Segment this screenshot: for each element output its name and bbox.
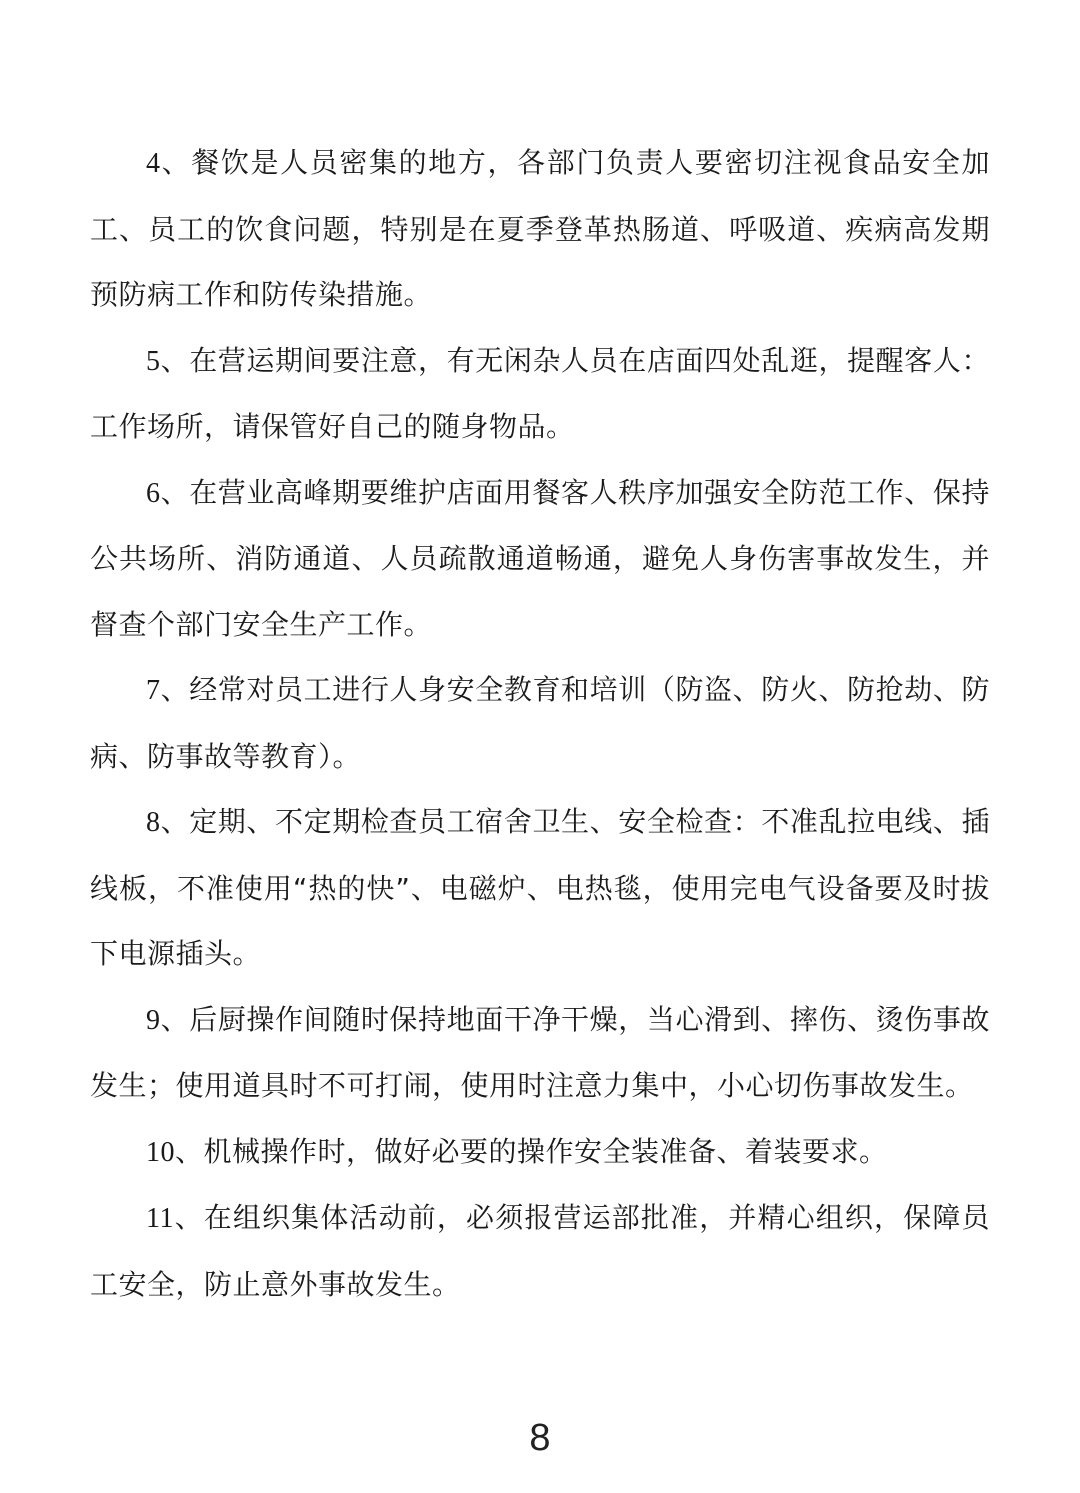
paragraph-item-11 — [90, 1185, 990, 1317]
paragraph-text: 、在组织集体活动前，必须报营运部批准，并精心组织，保障员工安全，防止意外事故发生。 — [90, 1201, 990, 1301]
paragraph-item-10 — [90, 1119, 990, 1186]
paragraph-number: 4 — [146, 148, 161, 179]
paragraph-text: 、在营运期间要注意，有无闲杂人员在店面四处乱逛，提醒客人：工作场所，请保管好自己的随身物品。 — [90, 343, 990, 443]
paragraph-number: 9 — [146, 1004, 161, 1036]
paragraph-text: 、后厨操作间随时保持地面干净干燥，当心滑到、摔伤、烫伤事故发生；使用道具时不可打闹，使用时注意力集中，小心切伤事故发生。 — [90, 1002, 990, 1102]
paragraph-text: 、机械操作时，做好必要的操作安全装准备、着装要求。 — [175, 1134, 888, 1168]
paragraph-number: 10 — [146, 1136, 175, 1168]
paragraph-number: 7 — [146, 675, 161, 706]
paragraph-item-7 — [90, 657, 990, 789]
document-body — [90, 130, 990, 1317]
paragraph-item-4 — [90, 130, 990, 328]
paragraph-text: 、餐饮是人员密集的地方，各部门负责人要密切注视食品安全加工、员工的饮食问题，特别是在夏季登革热肠道、呼吸道、疾病高发期预防病工作和防传染措施。 — [90, 146, 990, 311]
paragraph-text: 、在营业高峰期要维护店面用餐客人秩序加强安全防范工作、保持公共场所、消防通道、人员疏散通道畅通，避免人身伤害事故发生，并督查个部门安全生产工作。 — [90, 475, 990, 641]
paragraph-item-6 — [90, 460, 990, 658]
paragraph-item-8 — [90, 789, 990, 987]
paragraph-number: 8 — [146, 807, 161, 838]
paragraph-number: 6 — [146, 477, 161, 509]
page-number: 8 — [529, 1417, 551, 1459]
paragraph-number: 5 — [146, 345, 161, 377]
paragraph-text: 、定期、不定期检查员工宿舍卫生、安全检查：不准乱拉电线、插线板，不准使用“热的快”、电磁炉、电热毯，使用完电气设备要及时拔下电源插头。 — [90, 805, 990, 970]
paragraph-item-9 — [90, 987, 990, 1119]
paragraph-number: 11 — [146, 1203, 174, 1234]
paragraph-text: 、经常对员工进行人身安全教育和培训（防盗、防火、防抢劫、防病、防事故等教育）。 — [90, 673, 990, 773]
paragraph-item-5 — [90, 328, 990, 460]
